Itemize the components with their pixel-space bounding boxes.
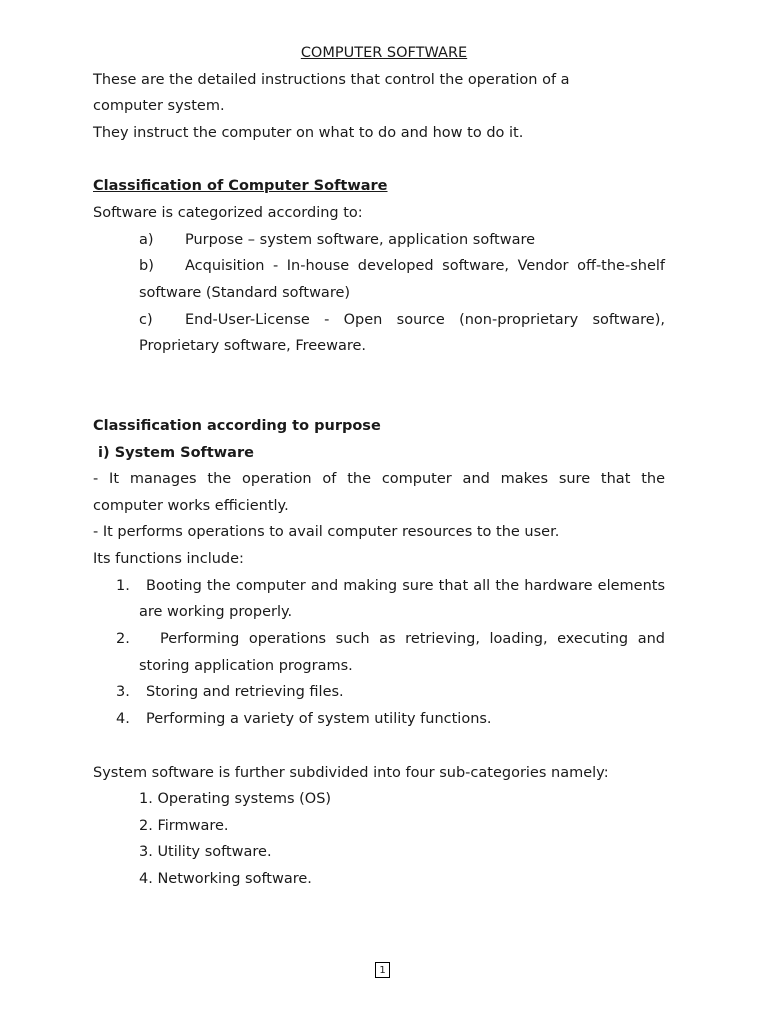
section-lead: Software is categorized according to: bbox=[93, 205, 363, 221]
bullet-line: - It manages the operation of the computer and makes sure that the bbox=[93, 471, 665, 487]
subcategory-item: 4. Networking software. bbox=[139, 871, 312, 887]
intro-line: computer system. bbox=[93, 98, 225, 114]
subcategory-item: 3. Utility software. bbox=[139, 844, 272, 860]
subcategories-lead: System software is further subdivided into four sub-categories namely: bbox=[93, 765, 609, 781]
list-item: Storing and retrieving files. bbox=[146, 684, 344, 700]
bullet-line: computer works efficiently. bbox=[93, 498, 289, 514]
functions-lead: Its functions include: bbox=[93, 551, 244, 567]
list-item-continuation: software (Standard software) bbox=[139, 285, 351, 301]
list-marker: 2. bbox=[116, 631, 130, 647]
list-item: Purpose – system software, application software bbox=[185, 232, 536, 248]
list-marker: 4. bbox=[116, 711, 130, 727]
subcategory-item: 1. Operating systems (OS) bbox=[139, 791, 332, 807]
list-marker: 3. bbox=[116, 684, 130, 700]
list-marker: 1. bbox=[116, 578, 130, 594]
list-item: Performing operations such as retrieving, loading, executing and bbox=[160, 631, 665, 647]
subsection-heading: i) System Software bbox=[93, 445, 254, 461]
bullet-line: - It performs operations to avail computer resources to the user. bbox=[93, 524, 560, 540]
list-item: Booting the computer and making sure that all the hardware elements bbox=[146, 578, 665, 594]
section-heading: Classification of Computer Software bbox=[93, 178, 388, 194]
list-item: End-User-License - Open source (non-proprietary software), bbox=[185, 312, 665, 328]
intro-line: They instruct the computer on what to do and how to do it. bbox=[93, 125, 524, 141]
intro-line: These are the detailed instructions that control the operation of a bbox=[93, 72, 570, 88]
list-item: Acquisition - In-house developed software, Vendor off-the-shelf bbox=[185, 258, 665, 274]
page-title: COMPUTER SOFTWARE bbox=[300, 45, 468, 61]
list-item-continuation: are working properly. bbox=[139, 604, 293, 620]
list-marker: b) bbox=[139, 258, 154, 274]
list-marker: c) bbox=[139, 312, 153, 328]
page-number: 1 bbox=[375, 962, 390, 978]
list-marker: a) bbox=[139, 232, 154, 248]
list-item-continuation: Proprietary software, Freeware. bbox=[139, 338, 367, 354]
section-heading: Classification according to purpose bbox=[93, 418, 381, 434]
list-item: Performing a variety of system utility functions. bbox=[146, 711, 492, 727]
list-item-continuation: storing application programs. bbox=[139, 658, 353, 674]
subcategory-item: 2. Firmware. bbox=[139, 818, 229, 834]
